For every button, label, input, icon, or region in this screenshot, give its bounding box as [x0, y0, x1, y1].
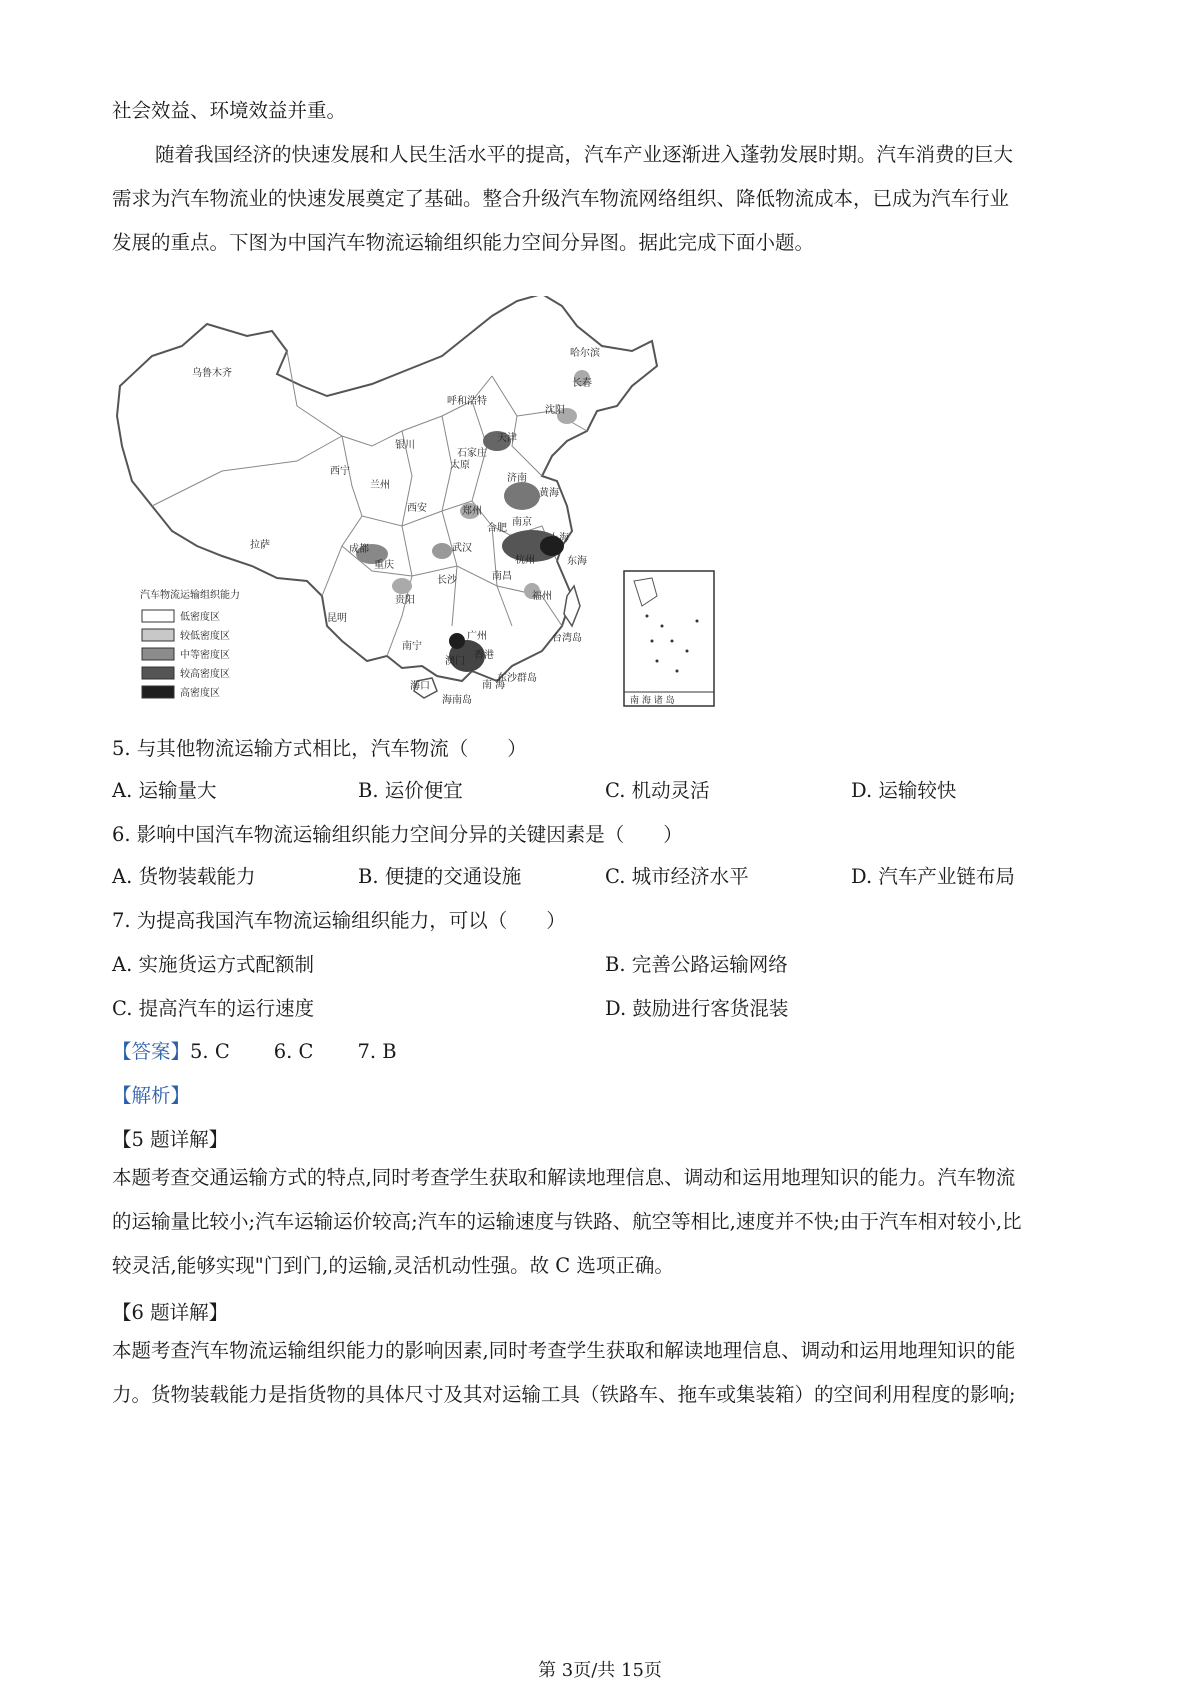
question-stem: 7. 为提高我国汽车物流运输组织能力，可以（ ） [112, 909, 566, 932]
china-auto-logistics-map [112, 296, 798, 776]
intro-paragraph-line: 需求为汽车物流业的快速发展奠定了基础。整合升级汽车物流网络组织、降低物流成本，已成为汽车行业 [112, 187, 1010, 210]
city-label: 石家庄 [457, 448, 487, 459]
island-label: 东沙群岛 [497, 673, 537, 684]
city-label: 兰州 [370, 480, 390, 491]
city-label: 重庆 [374, 560, 394, 571]
city-label: 天津 [497, 433, 517, 444]
city-label: 武汉 [452, 543, 472, 554]
city-label: 贵阳 [395, 595, 415, 606]
option-b: B. 便捷的交通设施 [358, 865, 522, 888]
city-label: 长春 [572, 378, 592, 389]
legend-swatch [142, 667, 174, 679]
question-stem: 5. 与其他物流运输方式相比，汽车物流（ ） [112, 737, 527, 760]
city-label: 西安 [407, 503, 427, 514]
city-label: 西宁 [330, 466, 350, 477]
detail-line: 本题考查汽车物流运输组织能力的影响因素,同时考查学生获取和解读地理信息、调动和运用地理知识的能 [112, 1339, 1016, 1362]
city-label: 南昌 [492, 571, 512, 582]
option-b: B. 运价便宜 [358, 779, 463, 802]
sea-label: 南 海 [482, 680, 506, 691]
detail-title: 【5 题详解】 [112, 1128, 229, 1151]
city-label: 成都 [349, 544, 369, 555]
legend-label: 较低密度区 [180, 631, 230, 642]
answer-item: 6. C [273, 1040, 314, 1063]
answer-item: 5. C [190, 1040, 230, 1063]
city-label: 南京 [512, 517, 532, 528]
inset-caption: 南 海 诸 岛 [630, 696, 675, 706]
question-stem: 6. 影响中国汽车物流运输组织能力空间分异的关键因素是（ ） [112, 823, 683, 846]
city-label: 太原 [450, 460, 470, 471]
legend-swatch [142, 629, 174, 641]
island-label: 海南岛 [442, 695, 472, 706]
city-label: 济南 [507, 473, 527, 484]
option-a: A. 运输量大 [112, 779, 217, 802]
option-d: D. 运输较快 [851, 779, 957, 802]
page-footer: 第 3页/共 15页 [538, 1660, 662, 1681]
city-label: 长沙 [437, 575, 457, 586]
detail-title: 【6 题详解】 [112, 1301, 229, 1324]
option-a: A. 实施货运方式配额制 [112, 953, 314, 976]
city-label: 银川 [395, 440, 415, 451]
city-label: 香港 [474, 650, 494, 661]
city-label: 上海 [549, 533, 569, 544]
intro-line: 社会效益、环境效益并重。 [112, 99, 347, 122]
legend-label: 高密度区 [180, 688, 220, 699]
city-label: 沈阳 [545, 405, 565, 416]
city-label: 海口 [410, 681, 430, 692]
option-c: C. 城市经济水平 [605, 865, 749, 888]
option-a: A. 货物装载能力 [112, 865, 256, 888]
option-d: D. 汽车产业链布局 [851, 865, 1015, 888]
legend-swatch [142, 686, 174, 698]
city-label: 杭州 [515, 555, 535, 566]
legend-swatch [142, 648, 174, 660]
option-c: C. 提高汽车的运行速度 [112, 997, 315, 1020]
city-label: 福州 [532, 591, 552, 602]
city-label: 南宁 [402, 641, 422, 652]
city-label: 广州 [467, 631, 487, 642]
answer-item: 7. B [357, 1040, 397, 1063]
option-c: C. 机动灵活 [605, 779, 710, 802]
city-label: 昆明 [327, 613, 347, 624]
detail-line: 的运输量比较小;汽车运输运价较高;汽车的运输速度与铁路、航空等相比,速度并不快;由于汽车相对较小,比 [112, 1210, 1022, 1233]
legend-label: 较高密度区 [180, 669, 230, 680]
city-label: 乌鲁木齐 [192, 368, 232, 379]
island-label: 台湾岛 [552, 633, 582, 644]
south-china-sea-inset [624, 571, 714, 706]
detail-line: 力。货物装载能力是指货物的具体尺寸及其对运输工具（铁路车、拖车或集装箱）的空间利用程度的影响; [112, 1383, 1016, 1406]
legend-label: 低密度区 [180, 612, 220, 623]
option-d: D. 鼓励进行客货混装 [605, 997, 789, 1020]
answer-line [112, 1037, 397, 1067]
city-label: 拉萨 [250, 540, 270, 551]
option-b: B. 完善公路运输网络 [605, 953, 788, 976]
legend-swatch [142, 610, 174, 622]
city-label: 呼和浩特 [447, 396, 487, 407]
sea-label: 黄海 [539, 488, 559, 499]
analysis-tag: 【解析】 [112, 1084, 191, 1107]
city-label: 哈尔滨 [570, 348, 600, 359]
sea-label: 东海 [567, 556, 587, 567]
intro-paragraph-line: 发展的重点。下图为中国汽车物流运输组织能力空间分异图。据此完成下面小题。 [112, 231, 815, 254]
city-label: 澳门 [445, 656, 465, 667]
map-legend [140, 588, 240, 699]
intro-paragraph-line: 随着我国经济的快速发展和人民生活水平的提高，汽车产业逐渐进入蓬勃发展时期。汽车消费的巨大 [155, 143, 1014, 166]
answer-tag: 【答案】 [112, 1040, 191, 1063]
city-label: 合肥 [487, 523, 507, 534]
detail-line: 本题考查交通运输方式的特点,同时考查学生获取和解读地理信息、调动和运用地理知识的能力。汽车物流 [112, 1166, 1016, 1189]
legend-title: 汽车物流运输组织能力 [140, 590, 240, 601]
city-label: 郑州 [462, 506, 482, 517]
legend-label: 中等密度区 [180, 650, 230, 661]
detail-line: 较灵活,能够实现"门到门,的运输,灵活机动性强。故 C 选项正确。 [112, 1254, 674, 1277]
